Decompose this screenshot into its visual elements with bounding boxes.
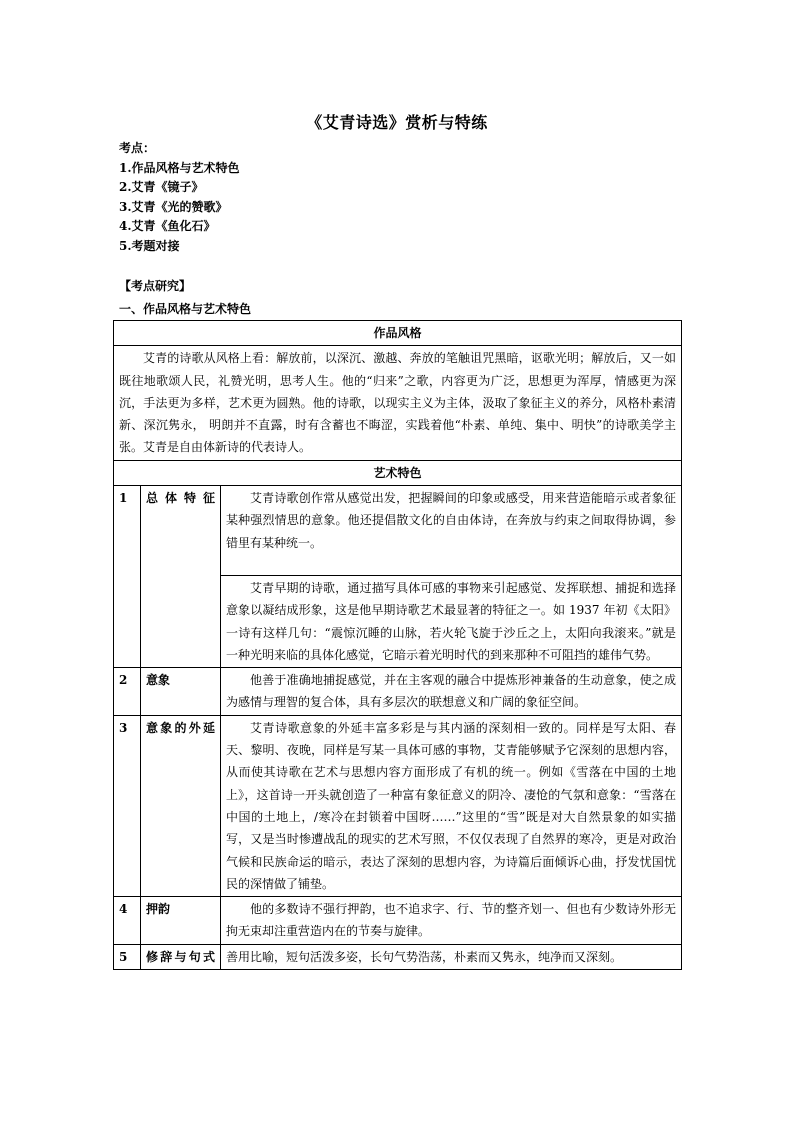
row-label: 押韵: [141, 897, 221, 945]
art-header: 艺术特色: [114, 460, 682, 485]
row-text: 善用比喻，短句活泼多姿，长句气势浩荡，朴素而又隽永，纯净而又深刻。: [221, 944, 682, 969]
row-number: 5: [114, 944, 141, 969]
style-header: 作品风格: [114, 321, 682, 346]
row-text: 他的多数诗不强行押韵，也不追求字、行、节的整齐划一、但也有少数诗外形无拘无束却注重营造内在的节奏与旋律。: [221, 897, 682, 945]
exam-point-item: 3.艾青《光的赞歌》: [119, 199, 228, 214]
row-label: 意象的外延: [141, 715, 221, 896]
exam-points-heading: 考点：: [119, 141, 156, 155]
table-row: [114, 715, 682, 896]
document-title: 《艾青诗选》赏析与特练: [306, 113, 488, 132]
table-row: [114, 944, 682, 969]
exam-point-item: 2.艾青《镜子》: [119, 180, 204, 194]
row-text: 艾青诗歌意象的外延丰富多彩是与其内涵的深刻相一致的。同样是写太阳、春天、黎明、夜晚，同样是写某一具体可感的事物，艾青能够赋予它深刻的思想内容，从而使其诗歌在艺术与思想内容方面形成了有机的统一。例如《雪落在中国的土地上》，这首诗一开头就创造了一种富有象征意义的阴冷、凄怆的气氛和意象：“雪落在中国的土地上，/寒冷在封锁着中国呀……”这里的“雪”既是对大自然景象的如实描写，又是当时惨遭战乱的现实的艺术写照，不仅仅表现了自然界的寒冷，更是对政治气候和民族命运的暗示，表达了深刻的思想内容，为诗篇后面倾诉心曲，抒发忧国忧民的深情做了铺垫。: [221, 715, 682, 896]
table-row: [114, 486, 682, 576]
row-text: 艾青诗歌创作常从感觉出发，把握瞬间的印象或感受，用来营造能暗示或者象征某种强烈情思的意象。他还提倡散文化的自由体诗，在奔放与约束之间取得协调，参错里有某种统一。: [221, 486, 682, 576]
row-number: 3: [114, 715, 141, 896]
exam-point-item: 1.作品风格与艺术特色: [119, 160, 240, 175]
exam-point-item: 4.艾青《鱼化石》: [119, 219, 216, 233]
exam-points-list: [119, 139, 240, 256]
table-row: [114, 897, 682, 945]
exam-point-item: 5.考题对接: [119, 238, 180, 253]
row-number: 4: [114, 897, 141, 945]
row-text: 艾青早期的诗歌，通过描写具体可感的事物来引起感觉、发挥联想、捕捉和选择意象以凝结成形象，这是他早期诗歌艺术最显著的特征之一。如 1937 年初《太阳》一诗有这样几句：“震惊沉睡的山脉，若火轮飞旋于沙丘之上，太阳向我滚来。”就是一种光明来临的具体化感觉，它暗示着光明时代的到来那种不可阻挡的雄伟气势。: [221, 575, 682, 667]
table-row: [114, 668, 682, 716]
row-label: 意象: [141, 668, 221, 716]
row-number: 2: [114, 668, 141, 716]
style-description: 艾青的诗歌从风格上看：解放前，以深沉、激越、奔放的笔触诅咒黑暗，讴歌光明；解放后，又一如既往地歌颂人民，礼赞光明，思考人生。他的“归来”之歌，内容更为广泛，思想更为浑厚，情感更为深沉，手法更为多样，艺术更为圆熟。他的诗歌，以现实主义为主体，汲取了象征主义的养分，风格朴素清新、深沉隽永， 明朗并不直露，时有含蓄也不晦涩，实践着他“朴素、单纯、集中、明快”的诗歌美学主张。艾青是自由体新诗的代表诗人。: [114, 346, 682, 460]
row-label: 总体特征: [141, 486, 221, 668]
section-research-heading: 【考点研究】: [119, 279, 192, 293]
style-features-table: [113, 320, 682, 970]
row-number: 1: [114, 486, 141, 668]
row-text: 他善于准确地捕捉感觉，并在主客观的融合中提炼形神兼备的生动意象，使之成为感情与理智的复合体，具有多层次的联想意义和广阔的象征空间。: [221, 668, 682, 716]
row-label: 修辞与句式: [141, 944, 221, 969]
section-part1-heading: 一、作品风格与艺术特色: [119, 302, 252, 316]
